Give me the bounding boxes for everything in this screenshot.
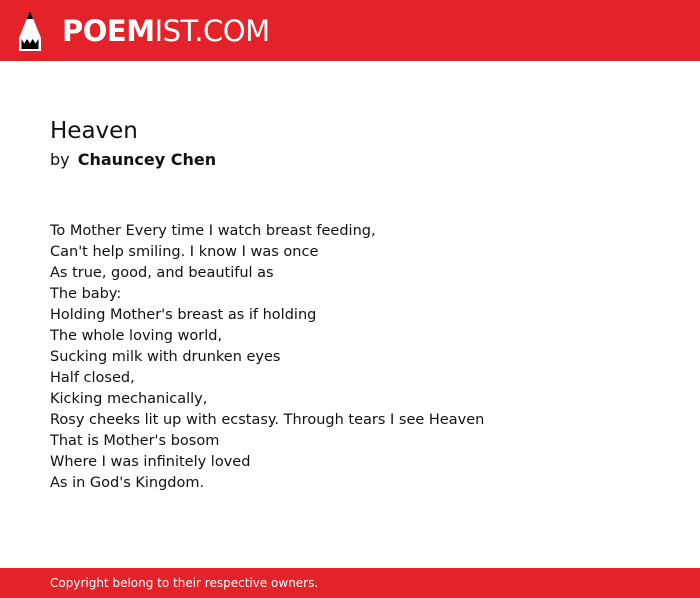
poem-line: Kicking mechanically, xyxy=(50,391,208,407)
site-footer xyxy=(0,568,700,598)
poem-line: As in God's Kingdom. xyxy=(50,475,205,491)
site-logo-link[interactable] xyxy=(18,10,270,52)
poem-body xyxy=(50,221,670,494)
author-link[interactable]: Chauncey Chen xyxy=(77,150,217,169)
logo-text-bold: POEM xyxy=(62,13,155,48)
poem-line: Sucking milk with drunken eyes xyxy=(50,349,281,365)
poem-title: Heaven xyxy=(50,118,138,144)
site-logo-text xyxy=(62,13,270,48)
poem-line: That is Mother's bosom xyxy=(50,433,220,449)
poem-content xyxy=(50,117,670,494)
poem-line: Holding Mother's breast as if holding xyxy=(50,307,317,323)
pencil-icon xyxy=(18,10,42,52)
copyright-text: Copyright belong to their respective owners. xyxy=(50,576,319,590)
poem-line: Can't help smiling. I know I was once xyxy=(50,244,319,260)
logo-text-light: IST.COM xyxy=(154,13,270,48)
poem-line: Where I was infinitely loved xyxy=(50,454,251,470)
site-header xyxy=(0,0,700,61)
poem-line: Half closed, xyxy=(50,370,135,386)
poem-line: Rosy cheeks lit up with ecstasy. Through tears I see Heaven xyxy=(50,412,485,428)
poem-byline xyxy=(50,149,670,170)
poem-line: The whole loving world, xyxy=(50,328,223,344)
by-label: by xyxy=(50,150,70,169)
poem-line: As true, good, and beautiful as xyxy=(50,265,274,281)
poem-line: The baby: xyxy=(50,286,122,302)
poem-line: To Mother Every time I watch breast feeding, xyxy=(50,223,376,239)
